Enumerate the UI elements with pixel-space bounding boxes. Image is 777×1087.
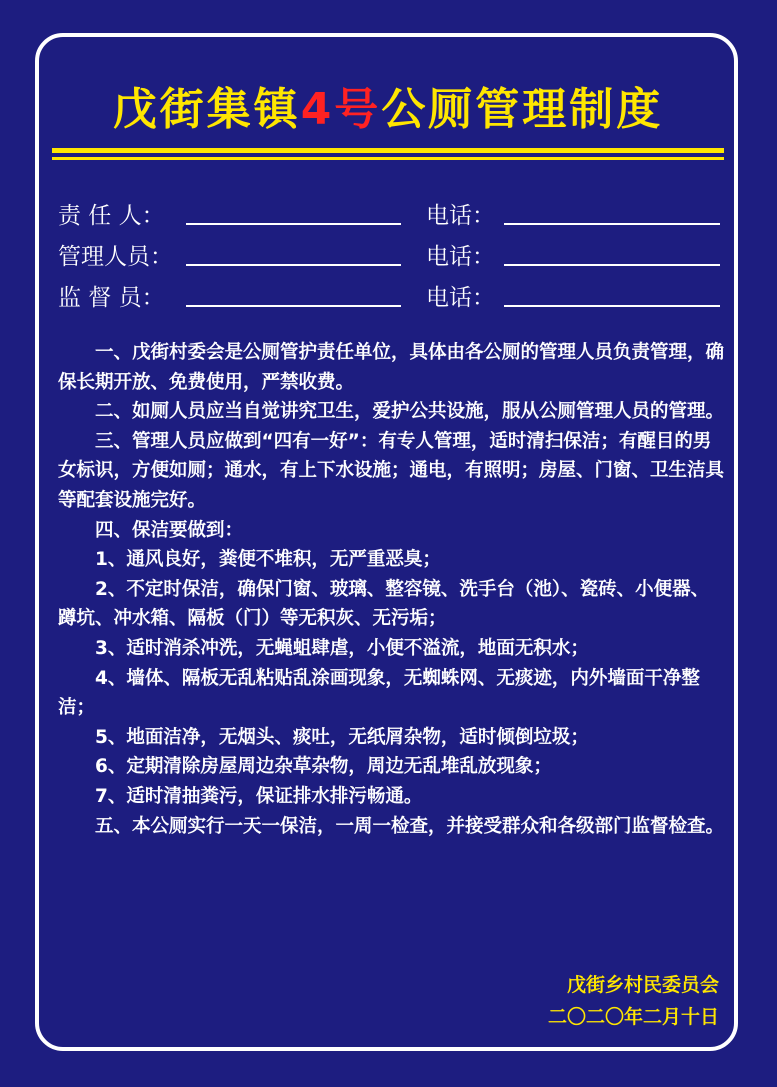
title-suffix: 公厕管理制度: [381, 84, 664, 135]
rule-paragraph: 五、本公厕实行一天一保洁，一周一检查，并接受群众和各级部门监督检查。: [95, 815, 725, 837]
title-rule-thin: [52, 157, 724, 160]
field-row-manager: [58, 236, 728, 276]
field-label: 责 任 人：: [58, 203, 165, 229]
name-blank-line: [186, 264, 401, 266]
rule-paragraph: 1、通风良好，粪便不堆积，无严重恶臭；: [95, 549, 441, 571]
title-rule-thick: [52, 148, 724, 153]
field-row-supervisor: [58, 277, 728, 317]
rule-paragraph: 7、适时清抽粪污，保证排水排污畅通。: [95, 785, 423, 807]
rule-paragraph: 3、适时消杀冲洗，无蝇蛆肆虐，小便不溢流，地面无积水；: [95, 637, 589, 659]
signature-date: 二〇二〇年二月十日: [547, 1006, 719, 1028]
rule-paragraph: 三、管理人员应做到“四有一好”：有专人管理，适时清扫保洁；有醒目的男女标识，方便如厕；通水，有上下水设施；通电，有照明；房屋、门窗、卫生洁具等配套设施完好。: [58, 430, 725, 511]
rule-paragraph: 6、定期清除房屋周边杂草杂物，周边无乱堆乱放现象；: [95, 756, 552, 778]
field-label: 监 督 员：: [58, 285, 165, 311]
rule-paragraph: 2、不定时保洁，确保门窗、玻璃、整容镜、洗手台（池）、瓷砖、小便器、蹲坑、冲水箱、隔板（门）等无积灰、无污垢；: [58, 578, 710, 630]
phone-label: 电话：: [426, 244, 495, 270]
name-blank-line: [186, 305, 401, 307]
name-blank-line: [186, 223, 401, 225]
rule-paragraph: 4、墙体、隔板无乱粘贴乱涂画现象，无蜘蛛网、无痰迹，内外墙面干净整洁；: [58, 667, 700, 719]
rule-paragraph: 四、保洁要做到：: [95, 519, 244, 541]
rules-body: [58, 338, 726, 841]
rule-paragraph: 一、戊街村委会是公厕管护责任单位，具体由各公厕的管理人员负责管理，确保长期开放、免费使用，严禁收费。: [58, 342, 725, 393]
phone-label: 电话：: [426, 203, 495, 229]
phone-blank-line: [504, 305, 720, 307]
title-prefix: 戊街集镇: [112, 84, 301, 135]
field-row-responsible: [58, 195, 728, 235]
phone-label: 电话：: [426, 285, 495, 311]
title-number: 4号: [300, 84, 382, 135]
phone-blank-line: [504, 264, 720, 266]
field-label: 管理人员：: [58, 244, 173, 270]
page-title: [52, 78, 724, 142]
rule-paragraph: 5、地面洁净，无烟头、痰吐，无纸屑杂物，适时倾倒垃圾；: [95, 726, 589, 748]
signature-org: 戊街乡村民委员会: [566, 974, 719, 996]
rule-paragraph: 二、如厕人员应当自觉讲究卫生，爱护公共设施，服从公厕管理人员的管理。: [95, 401, 725, 423]
phone-blank-line: [504, 223, 720, 225]
